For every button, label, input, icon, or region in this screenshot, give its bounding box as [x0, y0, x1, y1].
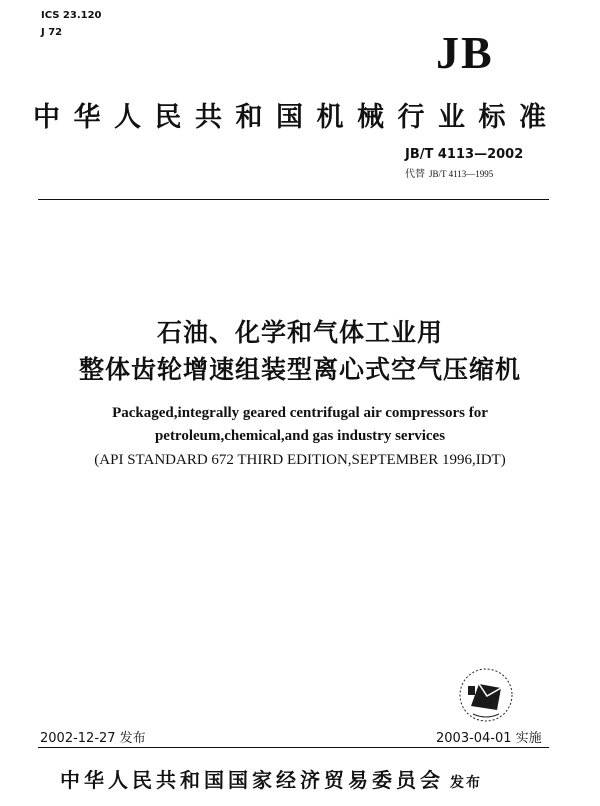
publisher-name: 中华人民共和国国家经济贸易委员会 — [60, 768, 444, 792]
implementation-date: 2003-04-01 实施 — [436, 731, 542, 746]
ics-code: ICS 23.120 — [41, 10, 102, 21]
jb-logo: JB — [436, 27, 494, 78]
replaces-number: JB/T 4113—1995 — [429, 169, 494, 179]
clc-code: J 72 — [41, 27, 63, 38]
certification-seal-icon — [457, 666, 515, 724]
replaces-line — [405, 165, 493, 180]
english-title-line-1: Packaged,integrally geared centrifugal air compressors for — [112, 405, 488, 421]
english-title-line-2: petroleum,chemical,and gas industry services — [154, 428, 446, 444]
english-title-line-3: (API STANDARD 672 THIRD EDITION,SEPTEMBER 1996,IDT) — [94, 452, 506, 468]
top-divider — [38, 199, 549, 200]
replaces-label: 代替 — [405, 169, 425, 180]
issue-date: 2002-12-27 发布 — [40, 731, 146, 746]
chinese-title-line-1: 石油、化学和气体工业用 — [156, 318, 443, 347]
standard-number: JB/T 4113—2002 — [405, 147, 524, 162]
publisher-suffix: 发布 — [450, 775, 482, 791]
standard-title: 中华人民共和国机械行业标准 — [33, 102, 560, 133]
bottom-divider — [38, 747, 549, 748]
publisher — [60, 764, 482, 793]
chinese-title-line-2: 整体齿轮增速组装型离心式空气压缩机 — [78, 355, 521, 384]
